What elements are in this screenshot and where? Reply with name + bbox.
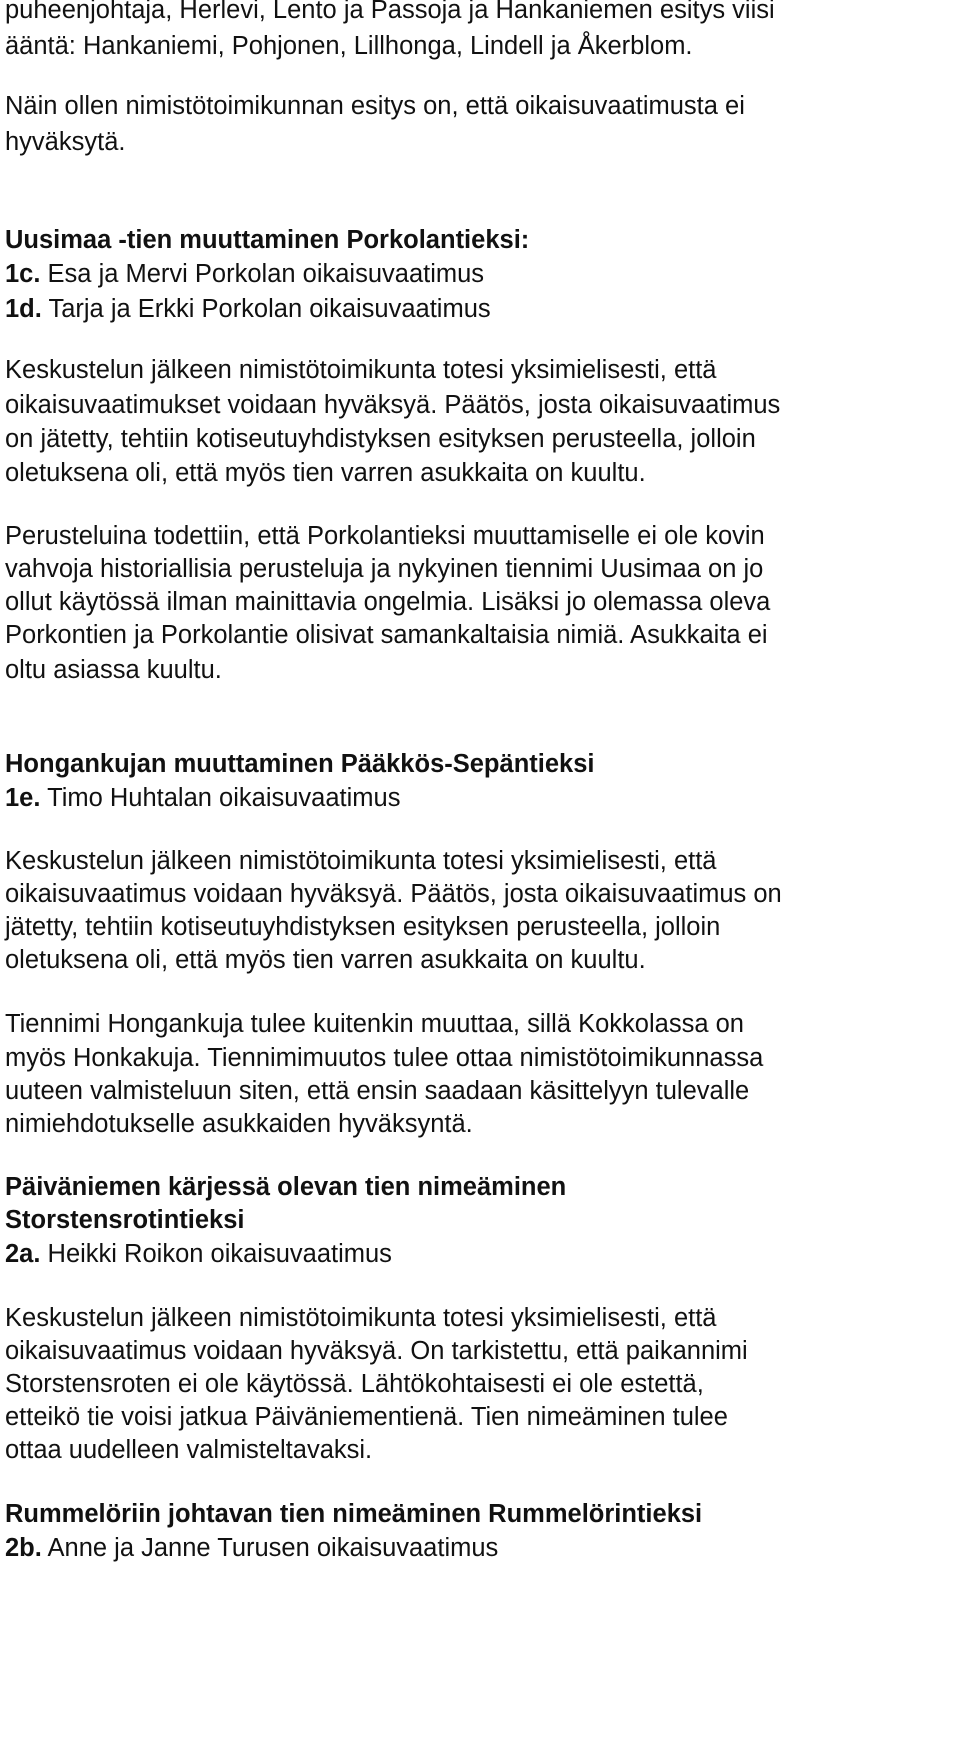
item-text: Anne ja Janne Turusen oikaisuvaatimus <box>41 1534 499 1562</box>
paragraph-line: ääntä: Hankaniemi, Pohjonen, Lillhonga, Lindell ja Åkerblom. <box>5 32 693 60</box>
section-heading-storstensrot-cont: Storstensrotintieksi <box>5 1206 245 1234</box>
section-heading-rummelorin: Rummelöriin johtavan tien nimeäminen Rummelörintieksi <box>5 1500 703 1528</box>
item-1d <box>5 291 491 327</box>
item-number: 2a. <box>5 1240 41 1268</box>
item-number: 1c. <box>5 260 41 288</box>
paragraph-line: oletuksena oli, että myös tien varren asukkaita on kuultu. <box>5 459 646 487</box>
paragraph-line: Tiennimi Hongankuja tulee kuitenkin muuttaa, sillä Kokkolassa on <box>5 1010 744 1038</box>
item-number: 1e. <box>5 784 41 812</box>
paragraph-line: oikaisuvaatimukset voidaan hyväksyä. Päätös, josta oikaisuvaatimus <box>5 391 781 419</box>
paragraph-line: Keskustelun jälkeen nimistötoimikunta totesi yksimielisesti, että <box>5 847 717 875</box>
item-1c <box>5 256 484 292</box>
item-number: 2b. <box>5 1534 42 1562</box>
paragraph-line: jätetty, tehtiin kotiseutuyhdistyksen esityksen perusteella, jolloin <box>5 913 721 941</box>
paragraph-line: oletuksena oli, että myös tien varren asukkaita on kuultu. <box>5 946 646 974</box>
item-text: Tarja ja Erkki Porkolan oikaisuvaatimus <box>41 295 491 323</box>
paragraph-line: Keskustelun jälkeen nimistötoimikunta totesi yksimielisesti, että <box>5 1304 717 1332</box>
paragraph-line: on jätetty, tehtiin kotiseutuyhdistyksen esityksen perusteella, jolloin <box>5 425 756 453</box>
paragraph-line: oikaisuvaatimus voidaan hyväksyä. Päätös, josta oikaisuvaatimus on <box>5 880 782 908</box>
paragraph-line: uuteen valmisteluun siten, että ensin saadaan käsittelyyn tulevalle <box>5 1077 750 1105</box>
item-number: 1d. <box>5 295 42 323</box>
paragraph-line: ottaa uudelleen valmisteltavaksi. <box>5 1436 373 1464</box>
item-2b <box>5 1530 498 1566</box>
paragraph-line: etteikö tie voisi jatkua Päiväniementienä. Tien nimeäminen tulee <box>5 1403 728 1431</box>
item-text: Timo Huhtalan oikaisuvaatimus <box>40 784 401 812</box>
paragraph-line: oltu asiassa kuultu. <box>5 656 222 684</box>
section-heading-storstensrot: Päiväniemen kärjessä olevan tien nimeäminen <box>5 1173 567 1201</box>
item-text: Esa ja Mervi Porkolan oikaisuvaatimus <box>40 260 485 288</box>
paragraph-line: Porkontien ja Porkolantie olisivat samankaltaisia nimiä. Asukkaita ei <box>5 621 768 649</box>
section-heading-hongankuja: Hongankujan muuttaminen Pääkkös-Sepäntieksi <box>5 750 595 778</box>
paragraph-line: Näin ollen nimistötoimikunnan esitys on, että oikaisuvaatimusta ei <box>5 92 745 120</box>
paragraph-line: vahvoja historiallisia perusteluja ja nykyinen tiennimi Uusimaa on jo <box>5 555 764 583</box>
paragraph-line: oikaisuvaatimus voidaan hyväksyä. On tarkistettu, että paikannimi <box>5 1337 748 1365</box>
paragraph-line: puheenjohtaja, Herlevi, Lento ja Passoja ja Hankaniemen esitys viisi <box>5 0 775 24</box>
paragraph-line: Perusteluina todettiin, että Porkolantieksi muuttamiselle ei ole kovin <box>5 522 765 550</box>
paragraph-line: hyväksytä. <box>5 128 126 156</box>
item-1e <box>5 780 400 816</box>
item-2a <box>5 1236 392 1272</box>
paragraph-line: nimiehdotukselle asukkaiden hyväksyntä. <box>5 1110 473 1138</box>
paragraph-line: Storstensroten ei ole käytössä. Lähtökohtaisesti ei ole estettä, <box>5 1370 704 1398</box>
item-text: Heikki Roikon oikaisuvaatimus <box>40 1240 392 1268</box>
paragraph-line: myös Honkakuja. Tiennimimuutos tulee ottaa nimistötoimikunnassa <box>5 1044 764 1072</box>
paragraph-line: Keskustelun jälkeen nimistötoimikunta totesi yksimielisesti, että <box>5 356 717 384</box>
section-heading-uusimaa: Uusimaa -tien muuttaminen Porkolantieksi: <box>5 226 530 254</box>
paragraph-line: ollut käytössä ilman mainittavia ongelmia. Lisäksi jo olemassa oleva <box>5 588 771 616</box>
